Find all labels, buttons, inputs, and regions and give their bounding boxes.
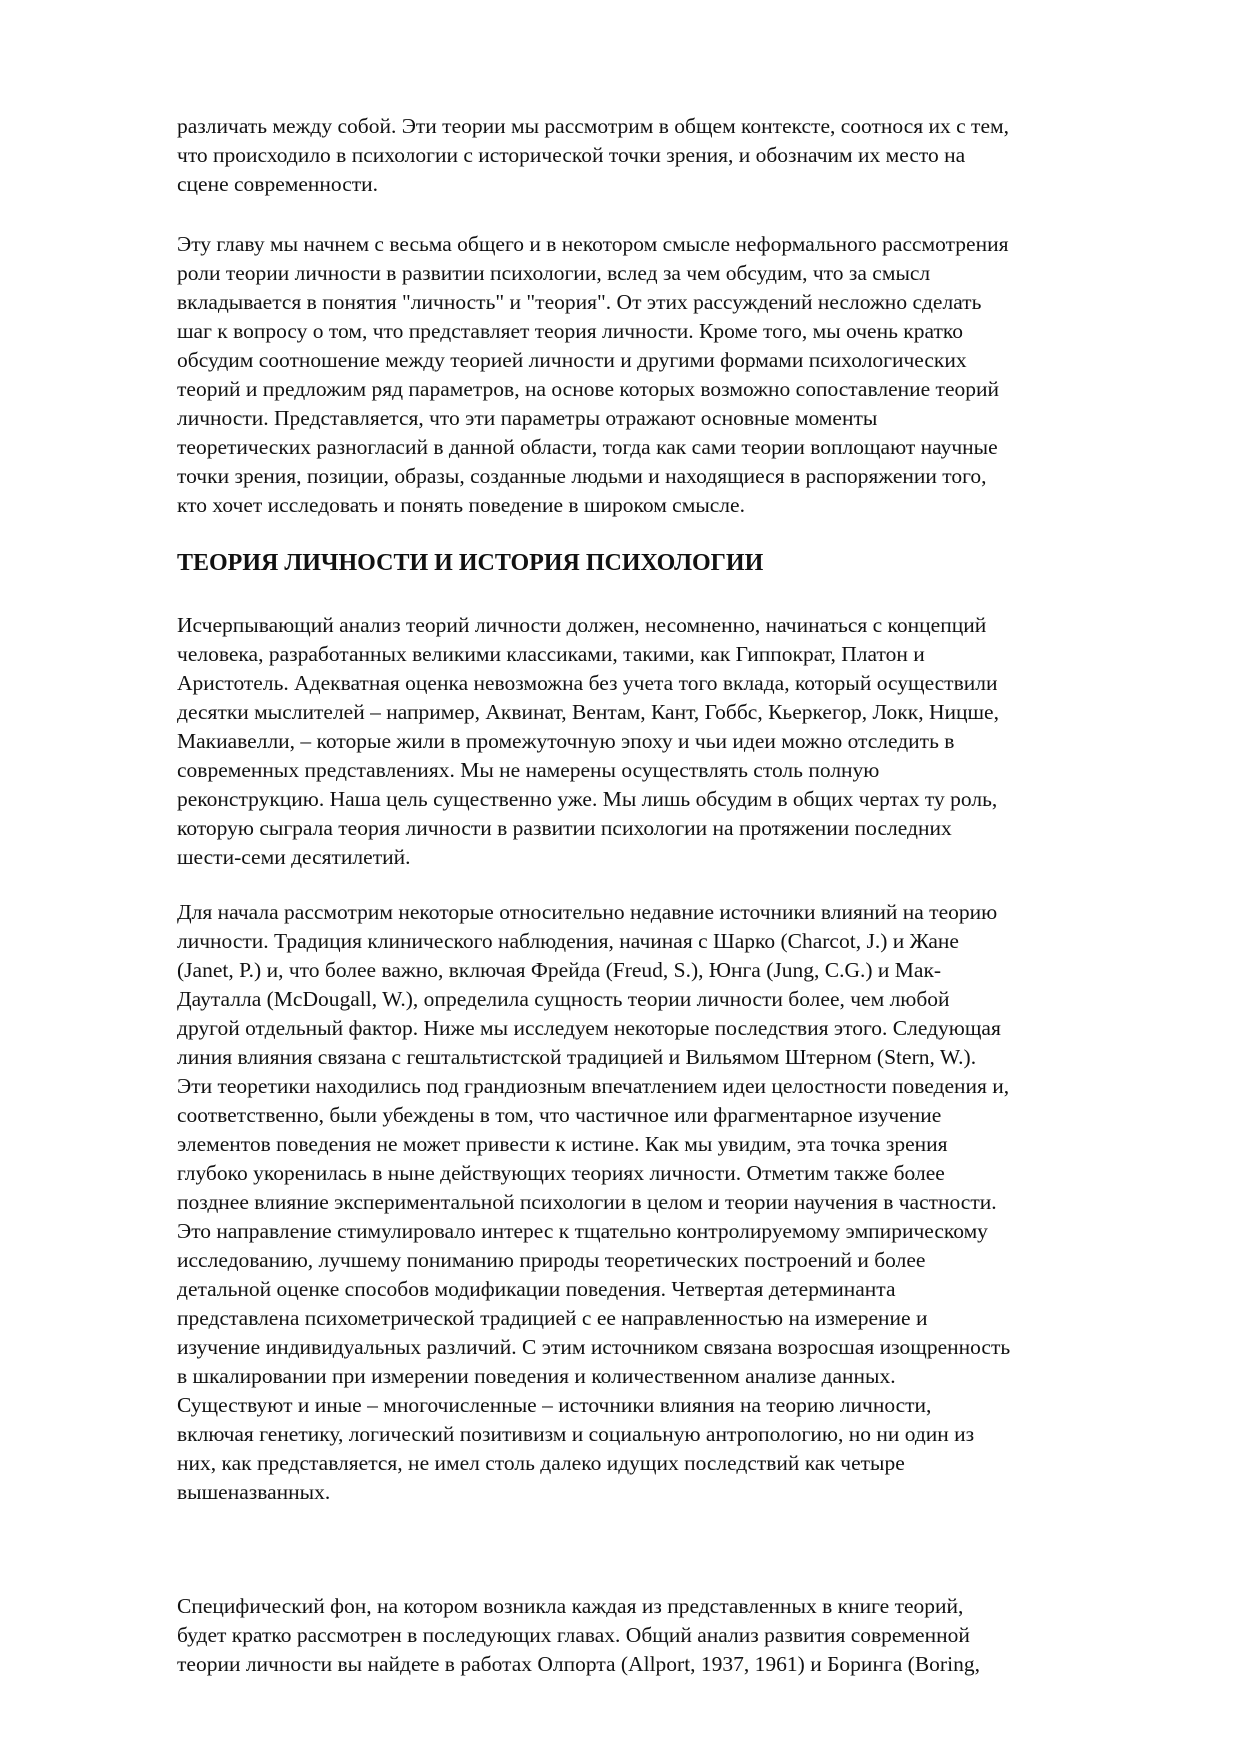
text-line: что происходило в психологии с исторической точки зрения, и обозначим их место на bbox=[177, 143, 966, 167]
paragraph-section-2 bbox=[177, 898, 1177, 1507]
text-line: вкладывается в понятия "личность" и "теория". От этих рассуждений несложно сделать bbox=[177, 290, 982, 314]
text-line: глубоко укоренилась в ныне действующих теориях личности. Отметим также более bbox=[177, 1161, 945, 1185]
text-line: детальной оценке способов модификации поведения. Четвертая детерминанта bbox=[177, 1277, 896, 1301]
text-line: Исчерпывающий анализ теорий личности должен, несомненно, начинаться с концепций bbox=[177, 613, 987, 637]
paragraph-intro-1 bbox=[177, 112, 1177, 199]
text-line: Аристотель. Адекватная оценка невозможна без учета того вклада, который осуществили bbox=[177, 671, 998, 695]
text-line: точки зрения, позиции, образы, созданные людьми и находящиеся в распоряжении того, bbox=[177, 464, 987, 488]
text-line: Специфический фон, на котором возникла каждая из представленных в книге теорий, bbox=[177, 1594, 964, 1618]
text-line: вышеназванных. bbox=[177, 1480, 331, 1504]
text-line: них, как представляется, не имел столь далеко идущих последствий как четыре bbox=[177, 1451, 905, 1475]
text-line: шаг к вопросу о том, что представляет теория личности. Кроме того, мы очень кратко bbox=[177, 319, 963, 343]
text-line: представлена психометрической традицией с ее направленностью на измерение и bbox=[177, 1306, 928, 1330]
text-line: Для начала рассмотрим некоторые относительно недавние источники влияний на теорию bbox=[177, 900, 998, 924]
section-heading: ТЕОРИЯ ЛИЧНОСТИ И ИСТОРИЯ ПСИХОЛОГИИ bbox=[177, 550, 764, 576]
text-line: шести-семи десятилетий. bbox=[177, 845, 411, 869]
text-line: позднее влияние экспериментальной психологии в целом и теории научения в частности. bbox=[177, 1190, 997, 1214]
text-line: сцене современности. bbox=[177, 172, 379, 196]
text-line: будет кратко рассмотрен в последующих главах. Общий анализ развития современной bbox=[177, 1623, 970, 1647]
paragraph-intro-2 bbox=[177, 230, 1177, 520]
text-line: человека, разработанных великими классиками, такими, как Гиппократ, Платон и bbox=[177, 642, 925, 666]
text-line: включая генетику, логический позитивизм и социальную антропологию, но ни один из bbox=[177, 1422, 975, 1446]
text-line: обсудим соотношение между теорией личности и другими формами психологических bbox=[177, 348, 967, 372]
text-line: линия влияния связана с гештальтистской традицией и Вильямом Штерном (Stern, W.). bbox=[177, 1045, 977, 1069]
text-line: теоретических разногласий в данной области, тогда как сами теории воплощают научные bbox=[177, 435, 998, 459]
text-line: Дауталла (McDougall, W.), определила сущность теории личности более, чем любой bbox=[177, 987, 950, 1011]
text-line: роли теории личности в развитии психологии, вслед за чем обсудим, что за смысл bbox=[177, 261, 931, 285]
text-line: Существуют и иные – многочисленные – источники влияния на теорию личности, bbox=[177, 1393, 932, 1417]
text-line: другой отдельный фактор. Ниже мы исследуем некоторые последствия этого. Следующая bbox=[177, 1016, 1001, 1040]
text-line: в шкалировании при измерении поведения и количественном анализе данных. bbox=[177, 1364, 896, 1388]
text-line: различать между собой. Эти теории мы рассмотрим в общем контексте, соотнося их с тем, bbox=[177, 114, 1009, 138]
text-line: десятки мыслителей – например, Аквинат, Вентам, Кант, Гоббс, Кьеркегор, Локк, Ницше, bbox=[177, 700, 999, 724]
text-line: Эту главу мы начнем с весьма общего и в некотором смысле неформального рассмотрения bbox=[177, 232, 1009, 256]
text-line: (Janet, P.) и, что более важно, включая Фрейда (Freud, S.), Юнга (Jung, C.G.) и Мак- bbox=[177, 958, 942, 982]
text-line: теории личности вы найдете в работах Олпорта (Allport, 1937, 1961) и Боринга (Boring, bbox=[177, 1652, 980, 1676]
paragraph-section-3 bbox=[177, 1592, 1177, 1679]
text-line: кто хочет исследовать и понять поведение в широком смысле. bbox=[177, 493, 745, 517]
text-line: современных представлениях. Мы не намерены осуществлять столь полную bbox=[177, 758, 880, 782]
text-line: Это направление стимулировало интерес к тщательно контролируемому эмпирическому bbox=[177, 1219, 988, 1243]
text-line: Эти теоретики находились под грандиозным впечатлением идеи целостности поведения и, bbox=[177, 1074, 1010, 1098]
text-line: изучение индивидуальных различий. С этим источником связана возросшая изощренность bbox=[177, 1335, 1011, 1359]
text-line: которую сыграла теория личности в развитии психологии на протяжении последних bbox=[177, 816, 952, 840]
text-line: теорий и предложим ряд параметров, на основе которых возможно сопоставление теорий bbox=[177, 377, 999, 401]
text-line: исследованию, лучшему пониманию природы теоретических построений и более bbox=[177, 1248, 926, 1272]
text-line: Макиавелли, – которые жили в промежуточную эпоху и чьи идеи можно отследить в bbox=[177, 729, 955, 753]
text-line: личности. Представляется, что эти параметры отражают основные моменты bbox=[177, 406, 878, 430]
text-line: соответственно, были убеждены в том, что частичное или фрагментарное изучение bbox=[177, 1103, 942, 1127]
paragraph-section-1 bbox=[177, 611, 1177, 872]
text-line: реконструкцию. Наша цель существенно уже. Мы лишь обсудим в общих чертах ту роль, bbox=[177, 787, 998, 811]
text-line: элементов поведения не может привести к истине. Как мы увидим, эта точка зрения bbox=[177, 1132, 948, 1156]
text-line: личности. Традиция клинического наблюдения, начиная с Шарко (Charcot, J.) и Жане bbox=[177, 929, 959, 953]
